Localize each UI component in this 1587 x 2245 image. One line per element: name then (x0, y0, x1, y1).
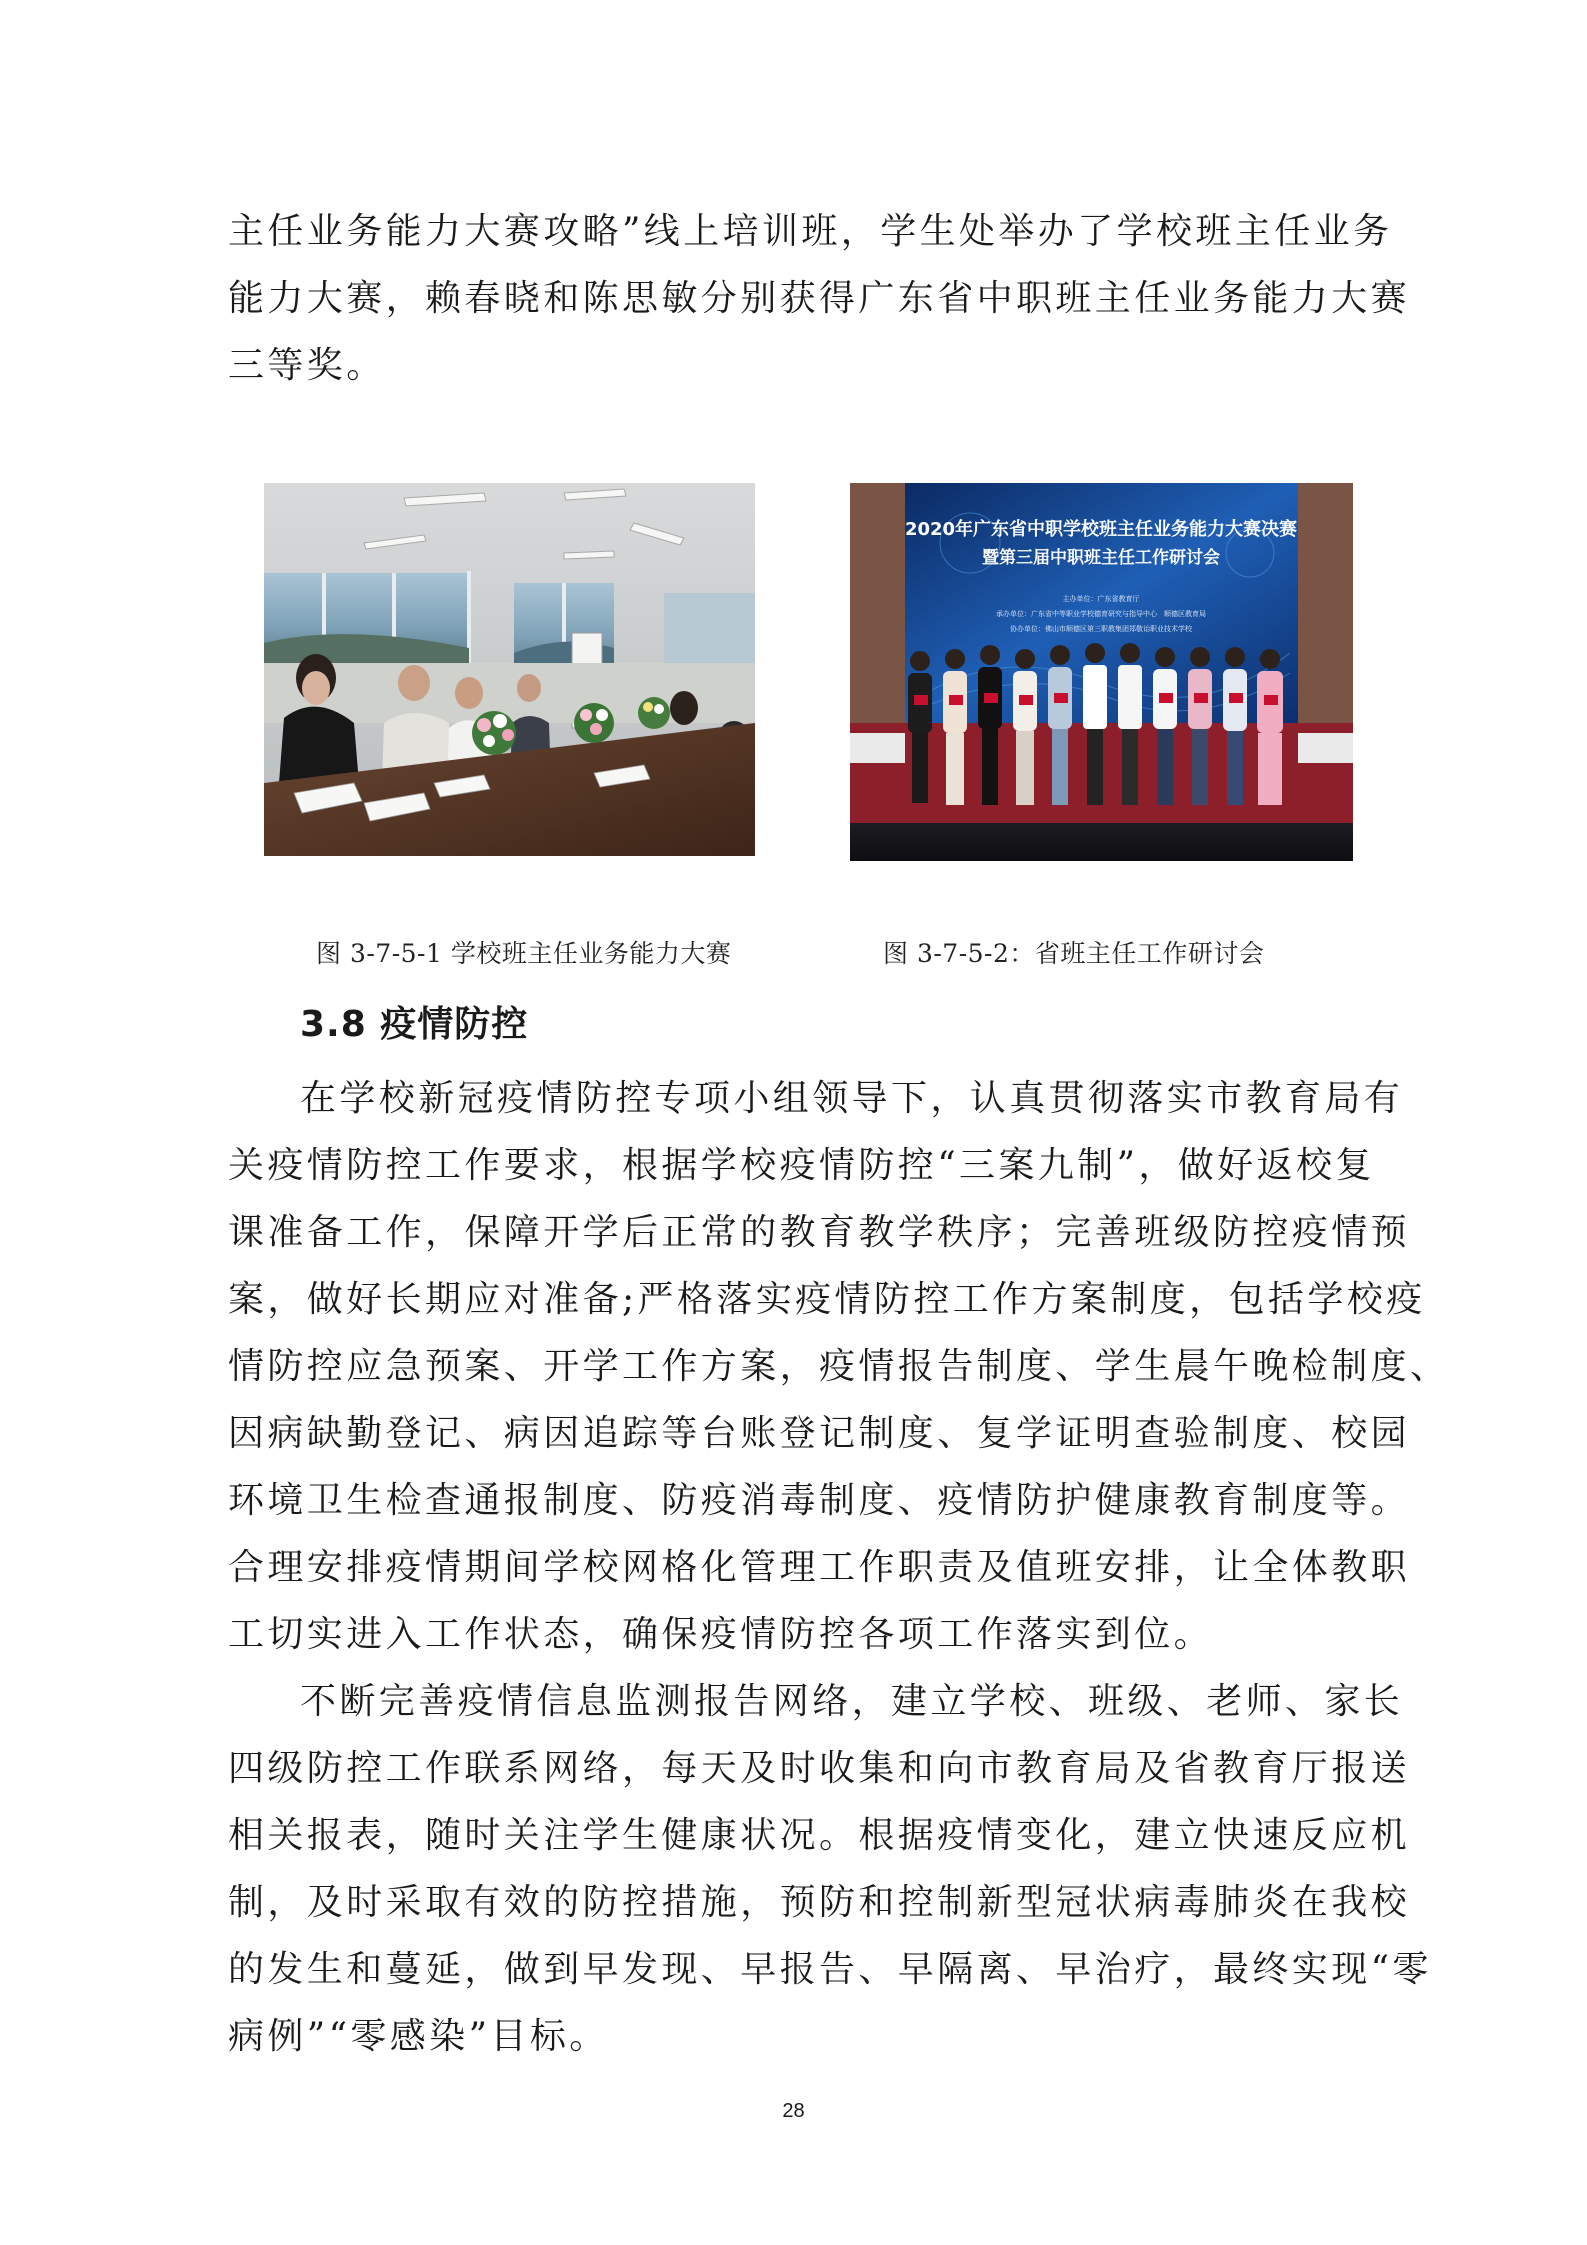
paragraph-line: 工切实进入工作状态，确保疫情防控各项工作落实到位。 (228, 1614, 1214, 1655)
paragraph-line: 合理安排疫情期间学校网格化管理工作职责及值班安排，让全体教职 (228, 1547, 1411, 1588)
intro-paragraph (228, 198, 1411, 399)
paragraph-line: 案，做好长期应对准备;严格落实疫情防控工作方案制度，包括学校疫 (228, 1279, 1426, 1320)
intro-line: 主任业务能力大赛攻略”线上培训班，学生处举办了学校班主任业务 (228, 211, 1393, 252)
figure-2-photo (850, 483, 1353, 861)
banner-title-line1: 2020年广东省中职学校班主任业务能力大赛决赛 (904, 519, 1298, 540)
banner-coorganizer-line: 协办单位：佛山市顺德区第三职教集团郑敬诒职业技术学校 (1010, 625, 1192, 633)
paragraph-line: 制，及时采取有效的防控措施，预防和控制新型冠状病毒肺炎在我校 (228, 1882, 1411, 1923)
paragraph-line: 四级防控工作联系网络，每天及时收集和向市教育局及省教育厅报送 (228, 1748, 1411, 1789)
paragraph-line: 病例”“零感染”目标。 (228, 2016, 609, 2057)
figure-1-photo (264, 483, 755, 856)
paragraph-line: 相关报表，随时关注学生健康状况。根据疫情变化，建立快速反应机 (228, 1815, 1411, 1856)
paragraph-line: 的发生和蔓延，做到早发现、早报告、早隔离、早治疗，最终实现“零 (228, 1949, 1432, 1990)
page-number: 28 (782, 2100, 805, 2122)
banner-undertaker-line: 承办单位：广东省中等职业学校德育研究与指导中心 顺德区教育局 (996, 610, 1206, 618)
figure-1-caption: 图 3-7-5-1 学校班主任业务能力大赛 (316, 939, 732, 968)
intro-line: 三等奖。 (228, 345, 386, 386)
section-heading: 3.8 疫情防控 (300, 1004, 529, 1045)
paragraph-line: 不断完善疫情信息监测报告网络，建立学校、班级、老师、家长 (300, 1681, 1404, 1722)
banner-title-line2: 暨第三届中职班主任工作研讨会 (982, 548, 1220, 568)
section-paragraph-2 (228, 1668, 1432, 2070)
paragraph-line: 课准备工作，保障开学后正常的教育教学秩序；完善班级防控疫情预 (228, 1212, 1411, 1253)
section-paragraph-1 (228, 1065, 1450, 1668)
paragraph-line: 关疫情防控工作要求，根据学校疫情防控“三案九制”，做好返校复 (228, 1145, 1375, 1186)
intro-line: 能力大赛，赖春晓和陈思敏分别获得广东省中职班主任业务能力大赛 (228, 278, 1411, 319)
paragraph-line: 环境卫生检查通报制度、防疫消毒制度、疫情防护健康教育制度等。 (228, 1480, 1411, 1521)
banner-organizer-line: 主办单位：广东省教育厅 (1062, 595, 1140, 603)
paragraph-line: 在学校新冠疫情防控专项小组领导下，认真贯彻落实市教育局有 (300, 1078, 1404, 1119)
figure-2-caption: 图 3-7-5-2：省班主任工作研讨会 (883, 939, 1265, 968)
paragraph-line: 情防控应急预案、开学工作方案，疫情报告制度、学生晨午晚检制度、 (228, 1346, 1450, 1387)
paragraph-line: 因病缺勤登记、病因追踪等台账登记制度、复学证明查验制度、校园 (228, 1413, 1411, 1454)
